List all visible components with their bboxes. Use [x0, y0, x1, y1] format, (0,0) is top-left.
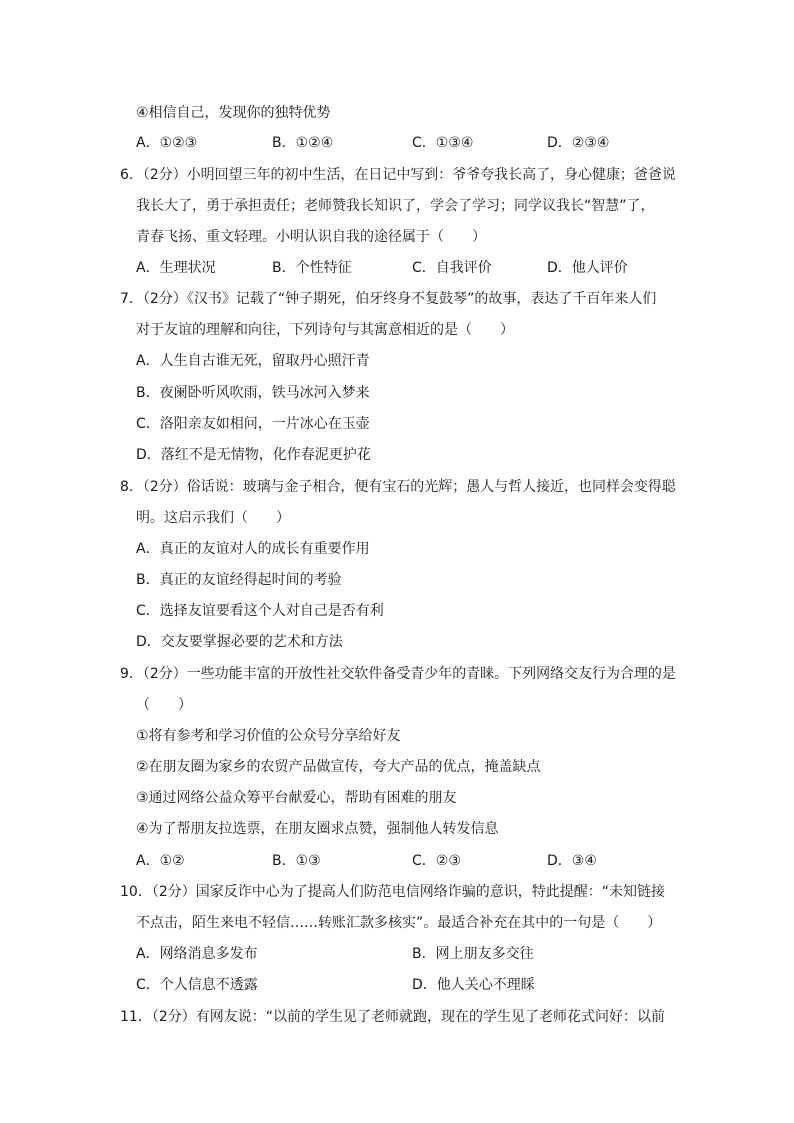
q9-statement-1: ①将有参考和学习价值的公众号分享给好友 — [136, 728, 401, 744]
q7-stem-line-1: 7．（2分）《汉书》记载了“钟子期死，伯牙终身不复鼓琴”的故事，表达了千百年来人们 — [120, 291, 657, 307]
q7-stem-line-2: 对于友谊的理解和向往，下列诗句与其寓意相近的是（ ） — [136, 322, 514, 338]
q9-statement-3: ③通过网络公益众筹平台献爱心，帮助有困难的朋友 — [136, 790, 457, 806]
q9-option-a: A．①② — [136, 853, 185, 869]
q10-stem-line-1: 10．（2分）国家反诈中心为了提高人们防范电信网络诈骗的意识，特此提醒：“未知链接 — [120, 884, 665, 900]
q10-option-a: A．网络消息多发布 — [136, 946, 258, 962]
q5-option-d: D．②③④ — [547, 135, 610, 151]
q7-option-a: A．人生自古谁无死，留取丹心照汗青 — [136, 353, 370, 369]
q8-stem-line-2: 明。这启示我们（ ） — [136, 510, 290, 526]
q6-option-b: B．个性特征 — [272, 260, 352, 276]
q7-option-d: D．落红不是无情物，化作春泥更护花 — [136, 447, 371, 463]
q6-stem-line-3: 青春飞扬、重文轻理。小明认识自我的途径属于（ ） — [136, 229, 486, 245]
q6-stem-line-1: 6．（2分）小明回望三年的初中生活，在日记中写到：爷爷夸我长高了，身心健康；爸爸说 — [120, 167, 676, 183]
q9-stem-line-1: 9．（2分）一些功能丰富的开放性社交软件备受青少年的青睐。下列网络交友行为合理的是 — [120, 666, 676, 682]
q6-stem-line-2: 我长大了，勇于承担责任；老师赞我长知识了，学会了学习；同学议我长“智慧”了， — [136, 198, 655, 214]
q10-option-c: C．个人信息不透露 — [136, 977, 258, 993]
q8-option-c: C．选择友谊要看这个人对自己是否有利 — [136, 603, 384, 619]
q9-stem-line-2: （ ） — [136, 697, 192, 713]
q8-stem-line-1: 8．（2分）俗话说：玻璃与金子相合，便有宝石的光辉；愚人与哲人接近，也同样会变得聪 — [120, 479, 676, 495]
q7-option-c: C．洛阳亲友如相问，一片冰心在玉壶 — [136, 416, 370, 432]
q5-statement-4: ④相信自己，发现你的独特优势 — [136, 105, 331, 121]
q10-option-d: D．他人关心不理睬 — [412, 977, 535, 993]
q8-option-a: A．真正的友谊对人的成长有重要作用 — [136, 541, 370, 557]
q6-option-d: D．他人评价 — [547, 260, 628, 276]
q6-option-a: A．生理状况 — [136, 260, 216, 276]
q10-stem-line-2: 不点击，陌生来电不轻信……转账汇款多核实”。最适合补充在其中的一句是（ ） — [136, 915, 662, 931]
q9-statement-2: ②在朋友圈为家乡的农贸产品做宣传，夸大产品的优点，掩盖缺点 — [136, 759, 541, 775]
q9-option-d: D．③④ — [547, 853, 597, 869]
q9-option-c: C．②③ — [412, 853, 461, 869]
q6-option-c: C．自我评价 — [412, 260, 492, 276]
q9-statement-4: ④为了帮朋友拉选票，在朋友圈求点赞，强制他人转发信息 — [136, 821, 499, 837]
q5-option-b: B．①②④ — [272, 135, 334, 151]
q8-option-b: B．真正的友谊经得起时间的考验 — [136, 572, 342, 588]
q5-option-a: A．①②③ — [136, 135, 198, 151]
q10-option-b: B．网上朋友多交往 — [412, 946, 534, 962]
q9-option-b: B．①③ — [272, 853, 321, 869]
q7-option-b: B．夜阑卧听风吹雨，铁马冰河入梦来 — [136, 385, 370, 401]
q11-stem-line-1: 11．（2分）有网友说：“以前的学生见了老师就跑，现在的学生见了老师花式问好：以前 — [120, 1009, 665, 1025]
q5-option-c: C．①③④ — [412, 135, 474, 151]
q8-option-d: D．交友要掌握必要的艺术和方法 — [136, 634, 343, 650]
